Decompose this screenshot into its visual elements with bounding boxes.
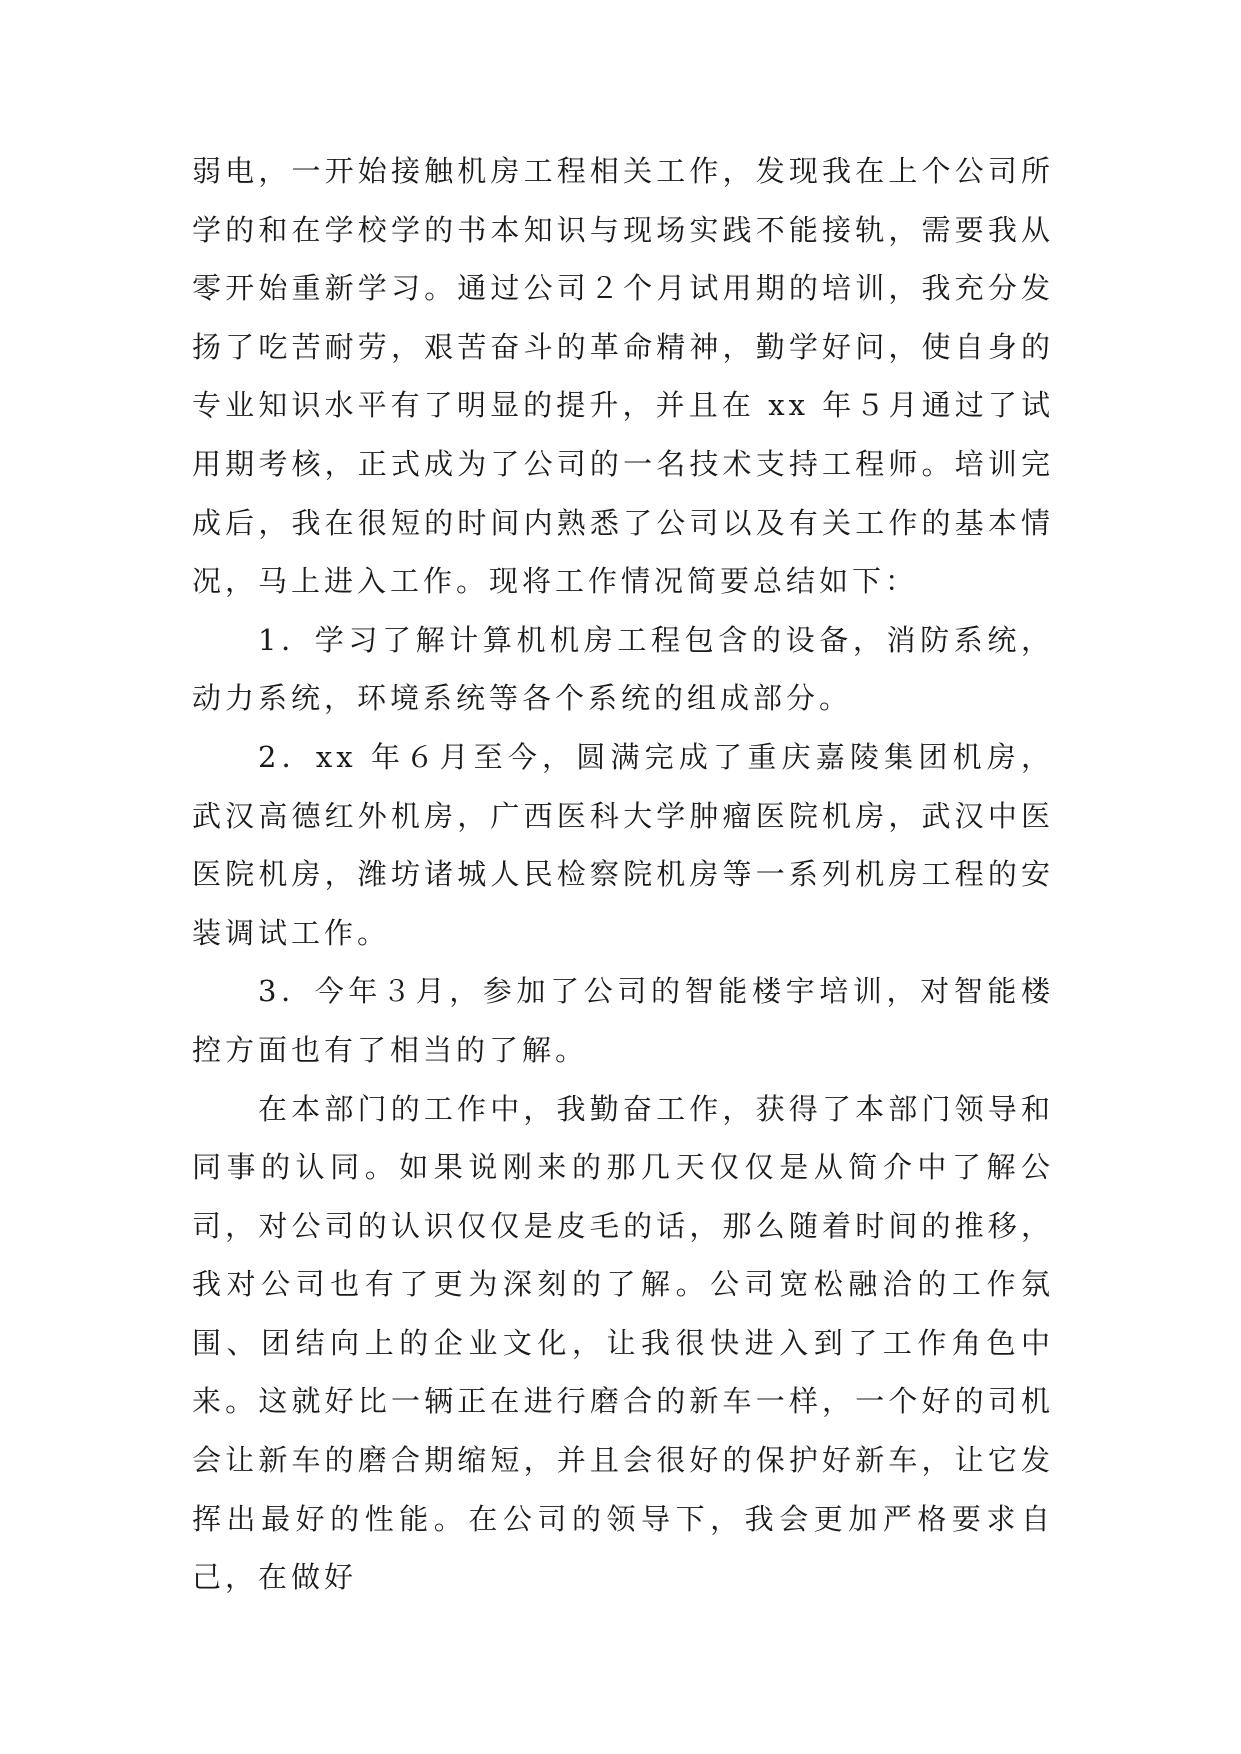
list-item-1: 1．学习了解计算机机房工程包含的设备，消防系统，动力系统，环境系统等各个系统的组成部分。 (192, 622, 1054, 716)
paragraph-intro: 弱电，一开始接触机房工程相关工作，发现我在上个公司所学的和在学校学的书本知识与现场实践不能接轨，需要我从零开始重新学习。通过公司２个月试用期的培训，我充分发扬了吃苦耐劳，艰苦奋斗的革命精神，勤学好问，使自身的专业知识水平有了明显的提升，并且在 xx 年５月通过了试用期考核，正式成为了公司的一名技术支持工程师。培训完成后，我在很短的时间内熟悉了公司以及有关工作的基本情况，马上进入工作。现将工作情况简要总结如下： (192, 154, 1054, 599)
paragraph-conclusion: 在本部门的工作中，我勤奋工作，获得了本部门领导和同事的认同。如果说刚来的那几天仅仅是从简介中了解公司，对公司的认识仅仅是皮毛的话，那么随着时间的推移，我对公司也有了更为深刻的了解。公司宽松融洽的工作氛围、团结向上的企业文化，让我很快进入到了工作角色中来。这就好比一辆正在进行磨合的新车一样，一个好的司机会让新车的磨合期缩短，并且会很好的保护好新车，让它发挥出最好的性能。在公司的领导下，我会更加严格要求自己，在做好 (192, 1091, 1054, 1595)
list-item-3: 3．今年３月，参加了公司的智能楼宇培训，对智能楼控方面也有了相当的了解。 (192, 974, 1054, 1067)
document-body (192, 142, 1054, 1607)
list-item-2: 2．xx 年６月至今，圆满完成了重庆嘉陵集团机房，武汉高德红外机房，广西医科大学肿瘤医院机房，武汉中医医院机房，潍坊诸城人民检察院机房等一系列机房工程的安装调试工作。 (192, 739, 1054, 950)
